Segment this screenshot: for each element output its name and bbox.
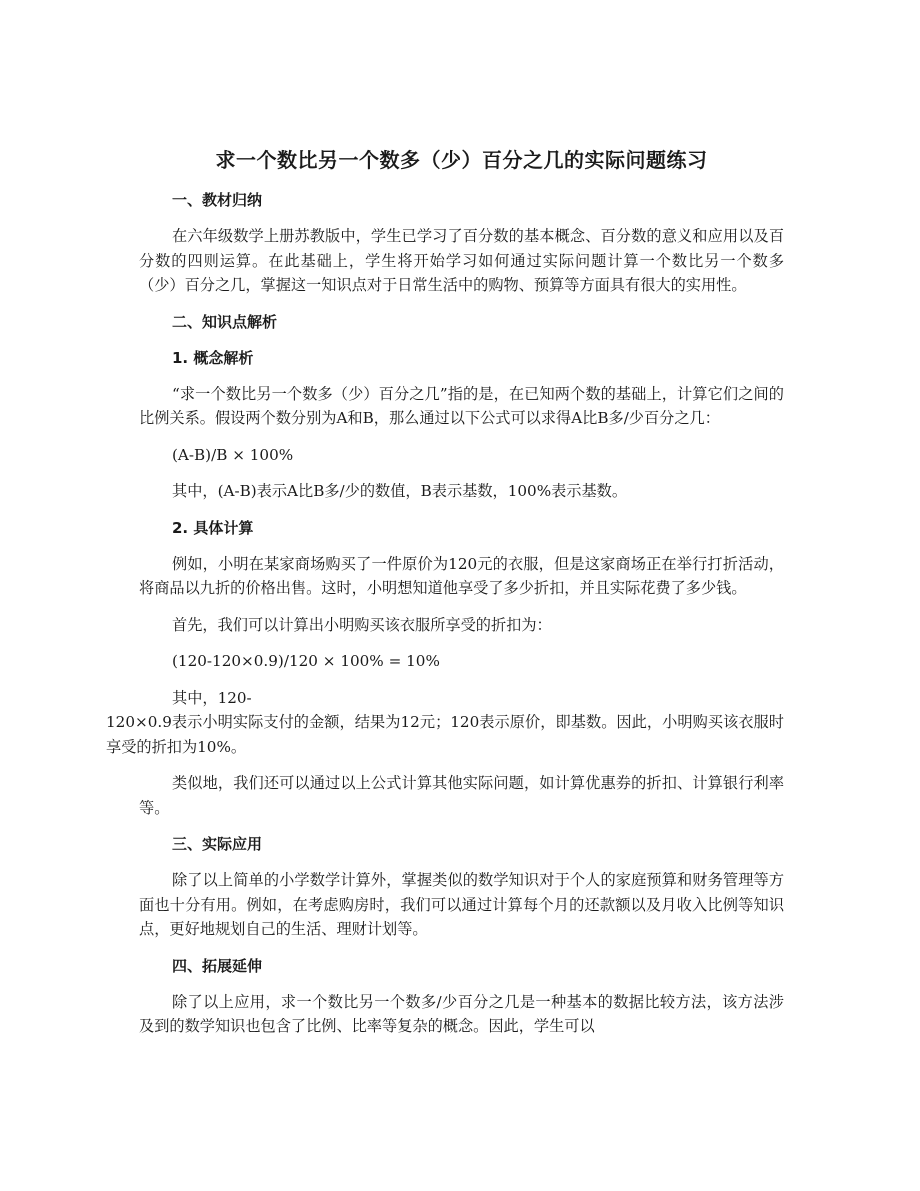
- section-heading-practical-application: 三、实际应用: [172, 835, 263, 853]
- subsection-heading-concept: 1. 概念解析: [172, 348, 254, 367]
- paragraph-similar-problems: 类似地，我们还可以通过以上公式计算其他实际问题，如计算优惠券的折扣、计算银行利率等。: [139, 774, 784, 817]
- paragraph-formula-explanation: 其中，(A-B)表示A比B多/少的数值，B表示基数，100%表示基数。: [172, 482, 628, 500]
- paragraph-extension: 除了以上应用，求一个数比另一个数多/少百分之几是一种基本的数据比较方法，该方法涉及到的数学知识也包含了比例、比率等复杂的概念。因此，学生可以: [139, 992, 784, 1035]
- paragraph-calculation-explanation-line1: 其中，120-: [172, 688, 252, 707]
- document-body: [106, 146, 784, 1051]
- section-heading-knowledge-analysis: 二、知识点解析: [172, 312, 278, 331]
- paragraph-first-step: 首先，我们可以计算出小明购买该衣服所享受的折扣为：: [172, 615, 552, 634]
- paragraph-calculation-explanation: [106, 686, 784, 760]
- document-title: 求一个数比另一个数多（少）百分之几的实际问题练习: [215, 148, 708, 172]
- formula-percent-difference: (A-B)/B × 100%: [172, 445, 294, 464]
- paragraph-example-scenario: 例如，小明在某家商场购买了一件原价为120元的衣服，但是这家商场正在举行打折活动，将商品以九折的价格出售。这时，小明想知道他享受了多少折扣，并且实际花费了多少钱。: [139, 554, 784, 597]
- formula-discount-calculation: (120-120×0.9)/120 × 100% = 10%: [172, 652, 440, 670]
- paragraph-textbook-summary: 在六年级数学上册苏教版中，学生已学习了百分数的基本概念、百分数的意义和应用以及百分数的四则运算。在此基础上，学生将开始学习如何通过实际问题计算一个数比另一个数多（少）百分之几，掌握这一知识点对于日常生活中的购物、预算等方面具有很大的实用性。: [139, 227, 784, 294]
- section-heading-textbook-summary: 一、教材归纳: [172, 191, 263, 209]
- paragraph-calculation-explanation-line2: 120×0.9表示小明实际支付的金额，结果为12元；120表示原价，即基数。因此，小明购买该衣服时享受的折扣为10%。: [106, 713, 784, 756]
- paragraph-concept-definition: “求一个数比另一个数多（少）百分之几”指的是，在已知两个数的基础上，计算它们之间的比例关系。假设两个数分别为A和B，那么通过以下公式可以求得A比B多/少百分之几：: [139, 384, 784, 427]
- paragraph-practical-application: 除了以上简单的小学数学计算外，掌握类似的数学知识对于个人的家庭预算和财务管理等方面也十分有用。例如，在考虑购房时，我们可以通过计算每个月的还款额以及月收入比例等知识点，更好地规划自己的生活、理财计划等。: [139, 871, 784, 938]
- subsection-heading-calculation: 2. 具体计算: [172, 518, 254, 537]
- section-heading-extension: 四、拓展延伸: [172, 956, 263, 975]
